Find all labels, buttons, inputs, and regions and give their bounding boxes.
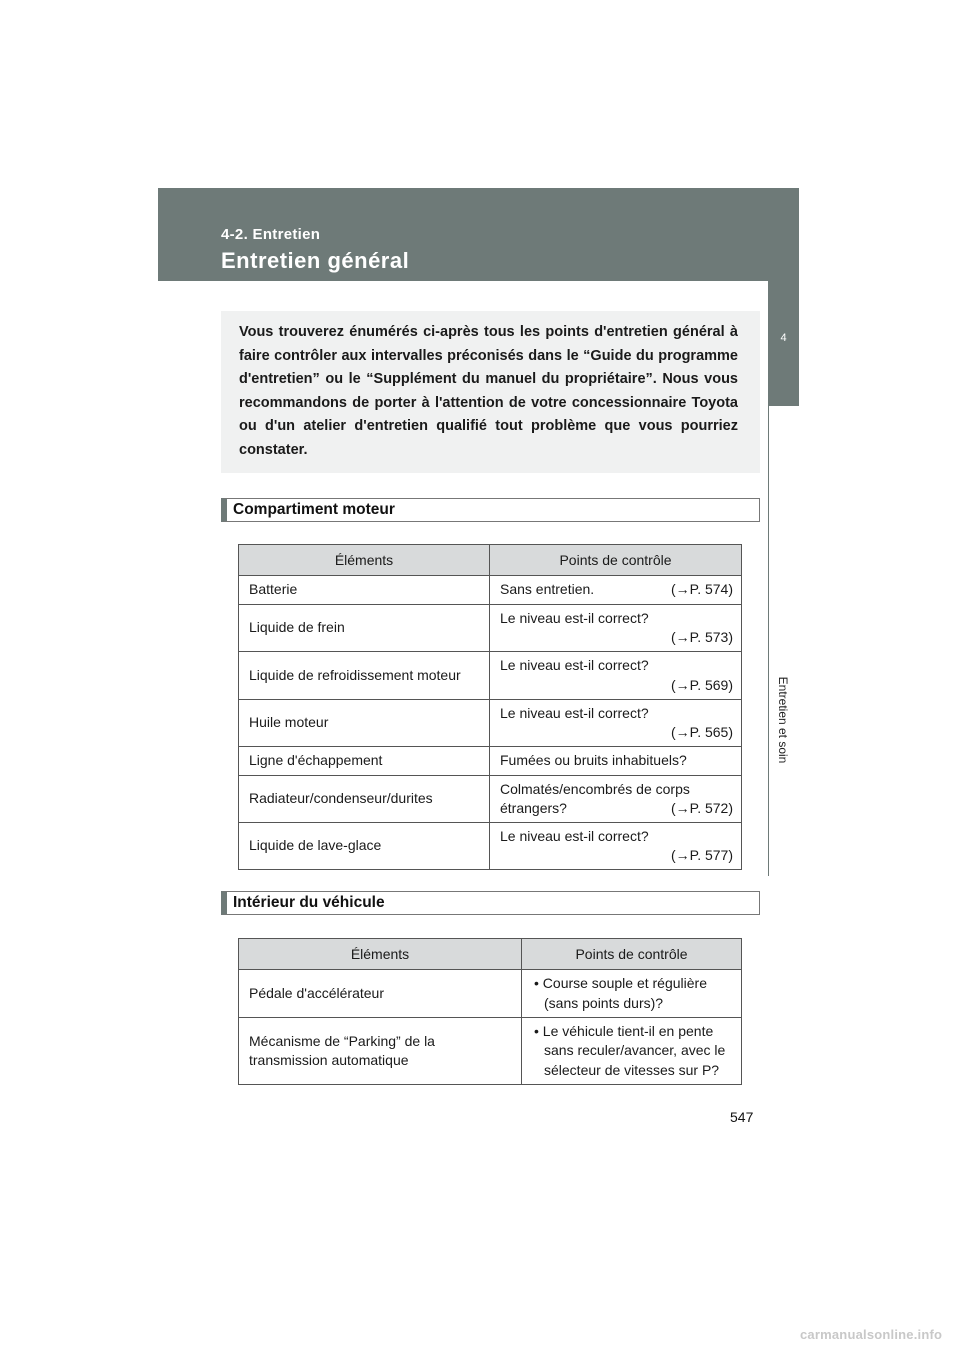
item-cell: Batterie — [239, 576, 490, 605]
col-header-items: Éléments — [239, 545, 490, 576]
interior-section-heading: Intérieur du véhicule — [221, 891, 760, 915]
check-cell — [490, 576, 742, 605]
page-ref: (→P. 574) — [671, 581, 733, 598]
check-cell — [522, 970, 742, 1018]
check-cell — [522, 1018, 742, 1085]
item-cell: Huile moteur — [239, 700, 490, 747]
check-cell — [490, 605, 742, 652]
table-row — [239, 776, 742, 823]
page-number: 547 — [730, 1109, 754, 1125]
table-row — [239, 1018, 742, 1085]
page-ref: (→P. 573) — [671, 629, 733, 645]
intro-text: Vous trouverez énumérés ci-après tous les points d'entretien général à faire contrôler aux intervalles préconisés dans le “Guide du programme d'entretien” ou le “Supplément du manuel du propriétaire”. Nous vous recommandons de porter à l'attention de votre concessionnaire Toyota ou d'un atelier d'entretien qualifié tout problème que vous pourriez constater. — [239, 324, 738, 458]
page-title: Entretien général — [221, 248, 410, 273]
table-row — [239, 700, 742, 747]
watermark: carmanualsonline.info — [800, 1327, 943, 1342]
check-text: • Le véhicule tient-il en pente sans reculer/avancer, avec le sélecteur de vitesses sur P? — [534, 1022, 726, 1078]
check-cell — [490, 700, 742, 747]
item-cell: Radiateur/condenseur/durites — [239, 776, 490, 823]
item-cell: Pédale d'accélérateur — [239, 970, 522, 1018]
engine-section-heading: Compartiment moteur — [221, 498, 760, 522]
check-text-cont: étrangers? — [500, 800, 567, 816]
item-cell: Liquide de lave-glace — [239, 823, 490, 870]
table-row — [239, 823, 742, 870]
check-cell — [490, 776, 742, 823]
table-header-row — [239, 545, 742, 576]
table-row — [239, 652, 742, 700]
page-ref: (→P. 577) — [671, 847, 733, 863]
check-text: • Course souple et régulière (sans points durs)? — [534, 975, 707, 1011]
col-header-checks: Points de contrôle — [490, 545, 742, 576]
engine-table — [238, 544, 742, 870]
table-header-row — [239, 939, 742, 970]
section-label: 4-2. Entretien — [221, 226, 321, 243]
check-text: Le niveau est-il correct? — [500, 609, 649, 626]
table-row — [239, 576, 742, 605]
page-ref: (→P. 572) — [671, 800, 733, 816]
check-cell — [490, 823, 742, 870]
check-text: Sans entretien. — [500, 581, 595, 598]
item-cell: Liquide de refroidissement moteur — [239, 652, 490, 700]
table-row — [239, 747, 742, 776]
interior-table — [238, 938, 742, 1085]
table-row — [239, 605, 742, 652]
intro-box — [221, 311, 760, 473]
item-cell: Mécanisme de “Parking” de la transmission automatique — [239, 1018, 522, 1085]
table-row — [239, 970, 742, 1018]
page-ref: (→P. 565) — [671, 724, 733, 740]
check-text: Colmatés/encombrés de corps — [500, 780, 690, 797]
page-ref: (→P. 569) — [671, 676, 733, 693]
check-text: Le niveau est-il correct? — [500, 657, 649, 673]
chapter-tab-body — [768, 406, 799, 876]
chapter-number: 4 — [780, 332, 787, 344]
check-cell: Fumées ou bruits inhabituels? — [490, 747, 742, 776]
check-text: Le niveau est-il correct? — [500, 827, 649, 844]
item-cell: Liquide de frein — [239, 605, 490, 652]
chapter-name: Entretien et soin — [776, 676, 790, 764]
check-text: Le niveau est-il correct? — [500, 704, 649, 721]
item-cell: Ligne d'échappement — [239, 747, 490, 776]
check-cell — [490, 652, 742, 700]
col-header-items: Éléments — [239, 939, 522, 970]
col-header-checks: Points de contrôle — [522, 939, 742, 970]
